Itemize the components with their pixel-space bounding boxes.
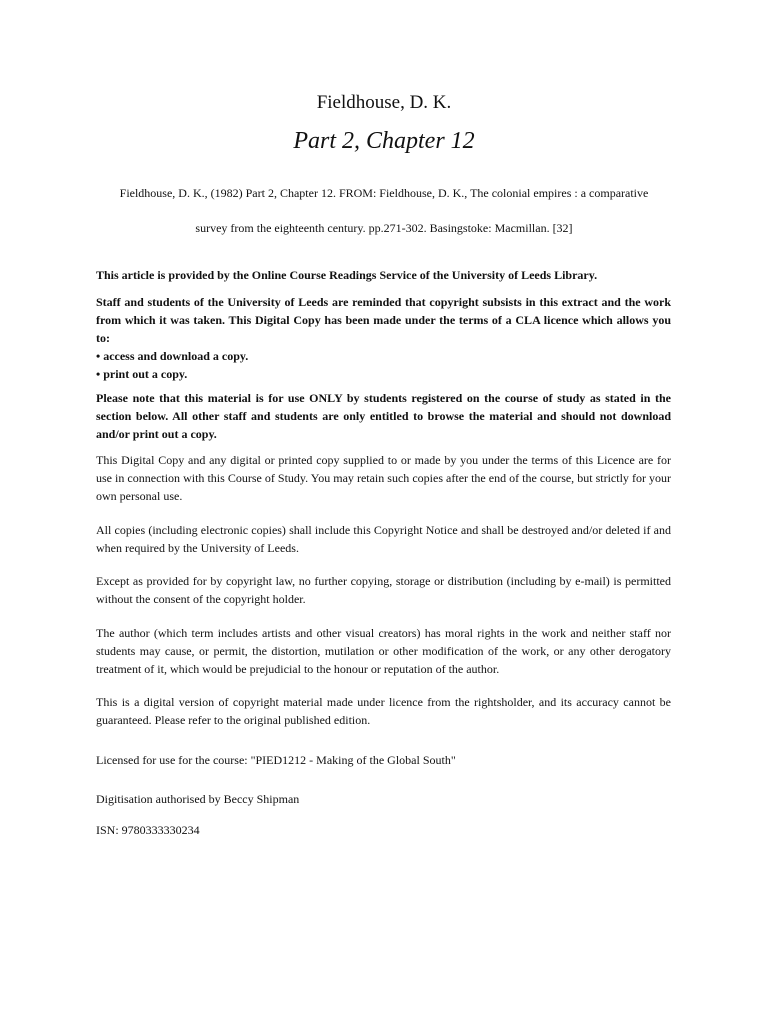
document-author: Fieldhouse, D. K. (316, 92, 452, 113)
permission-bullet-print: • print out a copy. (96, 367, 188, 381)
copyright-intro: Staff and students of the University of Leeds are reminded that copyright subsists in this extract and the work from which it was taken. This Digital Copy has been made under the terms of a CLA licence which allows you to: (96, 295, 671, 345)
document-title: Part 2, Chapter 12 (293, 128, 475, 154)
course-license-line: Licensed for use for the course: "PIED1212 - Making of the Global South" (96, 753, 456, 767)
moral-rights-paragraph: The author (which term includes artists and other visual creators) has moral rights in the work and neither staff nor students may cause, or permit, the distortion, mutilation or other modification of the work, or any other derogatory treatment of it, which would be prejudicial to the honour or reputation of the author. (96, 626, 671, 676)
permission-bullet-download: • access and download a copy. (96, 349, 249, 363)
citation-line-2: survey from the eighteenth century. pp.271-302. Basingstoke: Macmillan. [32] (195, 221, 573, 235)
digital-version-paragraph: This is a digital version of copyright material made under licence from the rightsholder, and its accuracy cannot be guaranteed. Please refer to the original published edition. (96, 695, 671, 727)
usage-paragraph: This Digital Copy and any digital or printed copy supplied to or made by you under the terms of this Licence are for use in connection with this Course of Study. You may retain such copies after the end of the course, but strictly for your own personal use. (96, 453, 671, 503)
copies-paragraph: All copies (including electronic copies) shall include this Copyright Notice and shall be destroyed and/or deleted if and when required by the University of Leeds. (96, 523, 671, 555)
provided-by-notice: This article is provided by the Online Course Readings Service of the University of Leeds Library. (96, 268, 598, 282)
citation-line-1: Fieldhouse, D. K., (1982) Part 2, Chapter 12. FROM: Fieldhouse, D. K., The colonial empires : a comparative (119, 186, 649, 200)
digitisation-authorised-line: Digitisation authorised by Beccy Shipman (96, 792, 300, 806)
copyright-law-paragraph: Except as provided for by copyright law, no further copying, storage or distribution (including by e-mail) is permitted without the consent of the copyright holder. (96, 574, 671, 606)
copyright-notice (96, 293, 671, 383)
restriction-notice: Please note that this material is for use ONLY by students registered on the course of study as stated in the section below. All other staff and students are only entitled to browse the material and should not download and/or print out a copy. (96, 391, 671, 441)
isn-line: ISN: 9780333330234 (96, 823, 200, 837)
